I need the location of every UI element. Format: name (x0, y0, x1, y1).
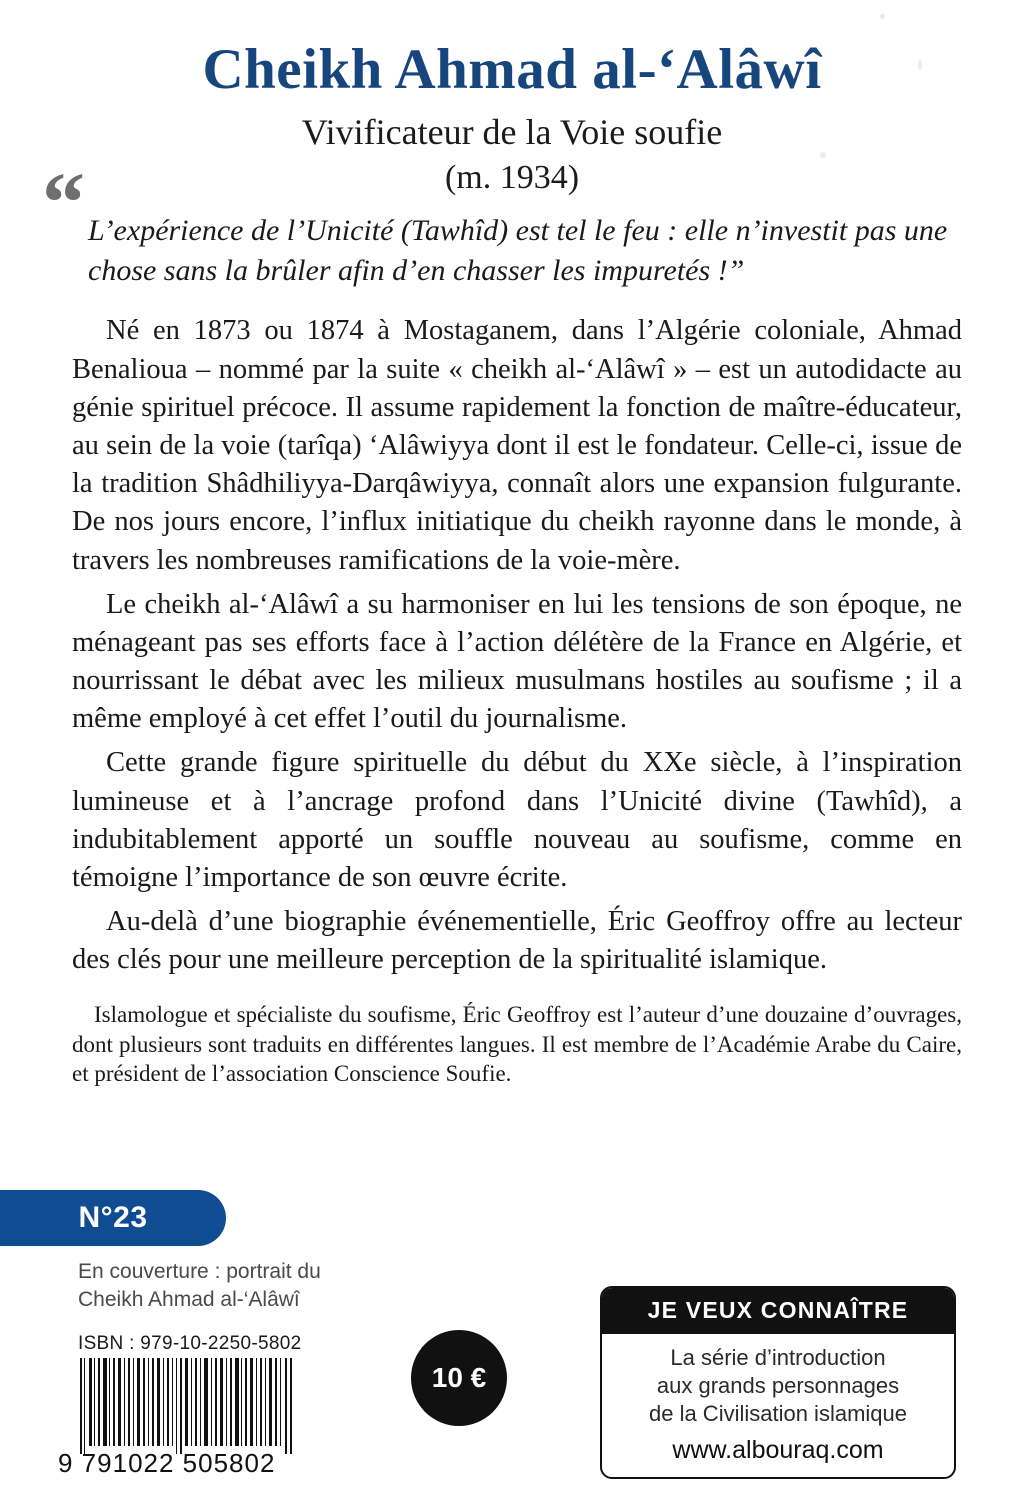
author-biography (0, 1000, 1024, 1090)
price-label: 10 € (431, 1362, 487, 1393)
promo-line-3: de la Civilisation islamique (648, 1401, 907, 1427)
body-text (0, 312, 1024, 979)
promo-line-1: La série d’introduction (670, 1345, 886, 1370)
cover-credit (78, 1258, 321, 1315)
paper-speck (918, 60, 922, 70)
death-date: (m. 1934) (444, 159, 580, 197)
promo-line-2: aux grands personnages (656, 1373, 900, 1399)
quote-text: L’expérience de l’Unicité (Tawhîd) est tel le feu : elle n’investit pas une chose sans la brûler afin d’en chasser les impuretés !” (88, 214, 948, 287)
price-badge (411, 1330, 507, 1426)
paragraph-3: Cette grande figure spirituelle du début du XXe siècle, à l’inspiration lumineuse et à l’ancrage profond dans l’Unicité divine (Tawhîd), a indubitablement apporté un souffle nouveau au soufisme, comme en témoigne l’importance de son œuvre écrite. (72, 747, 962, 894)
cover-credit-line-1: En couverture : portrait du (78, 1260, 321, 1283)
series-number-badge (0, 1190, 226, 1246)
series-number-label: N°23 (78, 1201, 148, 1234)
author-biography-text: Islamologue et spécialiste du soufisme, Éric Geoffroy est l’auteur d’une douzaine d’ouvrages, dont plusieurs sont traduits en différentes langues. Il est membre de l’Académie Arabe du Caire, et président de l’association Conscience Soufie. (72, 1001, 962, 1087)
page-subtitle: Vivificateur de la Voie soufie (301, 111, 723, 152)
isbn-label: ISBN : 979-10-2250-5802 (78, 1333, 302, 1354)
paragraph-4: Au-delà d’une biographie événementielle, Éric Geoffroy offre au lecteur des clés pour une meilleure perception de la spiritualité islamique. (72, 906, 962, 976)
paper-speck (880, 14, 885, 19)
barcode (78, 1358, 296, 1454)
paper-speck (820, 152, 826, 158)
cover-credit-line-2: Cheikh Ahmad al-‘Alâwî (78, 1288, 300, 1312)
barcode-digits: 9 791022 505802 (58, 1448, 276, 1478)
barcode-icon (78, 1358, 296, 1454)
paragraph-2: Le cheikh al-‘Alâwî a su harmoniser en lui les tensions de son époque, ne ménageant pas ses efforts face à l’action délétère de la France en Algérie, et nourrissant le débat avec les milieux musulmans hostiles au soufisme ; il a même employé à cet effet l’outil du journalisme. (72, 588, 962, 735)
promo-box (600, 1286, 956, 1479)
quote-mark-icon: “ (42, 154, 85, 251)
paragraph-1: Né en 1873 ou 1874 à Mostaganem, dans l’Algérie coloniale, Ahmad Benalioua – nommé par la suite « cheikh al-‘Alâwî » – est un autodidacte au génie spirituel précoce. Il assume rapidement la fonction de maître-éducateur, au sein de la voie (tarîqa) ‘Alâwiyya dont il est le fondateur. Celle-ci, issue de la tradition Shâdhiliyya-Darqâwiyya, connaît alors une expansion fulgurante. De nos jours encore, l’influx initiatique du cheikh rayonne dans le monde, à travers les nombreuses ramifications de la voie-mère. (72, 315, 962, 576)
promo-body (602, 1334, 954, 1434)
title-block (0, 0, 1024, 197)
promo-website-link[interactable]: www.albouraq.com (672, 1436, 884, 1465)
promo-header: JE VEUX CONNAÎTRE (602, 1288, 954, 1334)
page-title: Cheikh Ahmad al-‘Alâwî (202, 38, 822, 101)
